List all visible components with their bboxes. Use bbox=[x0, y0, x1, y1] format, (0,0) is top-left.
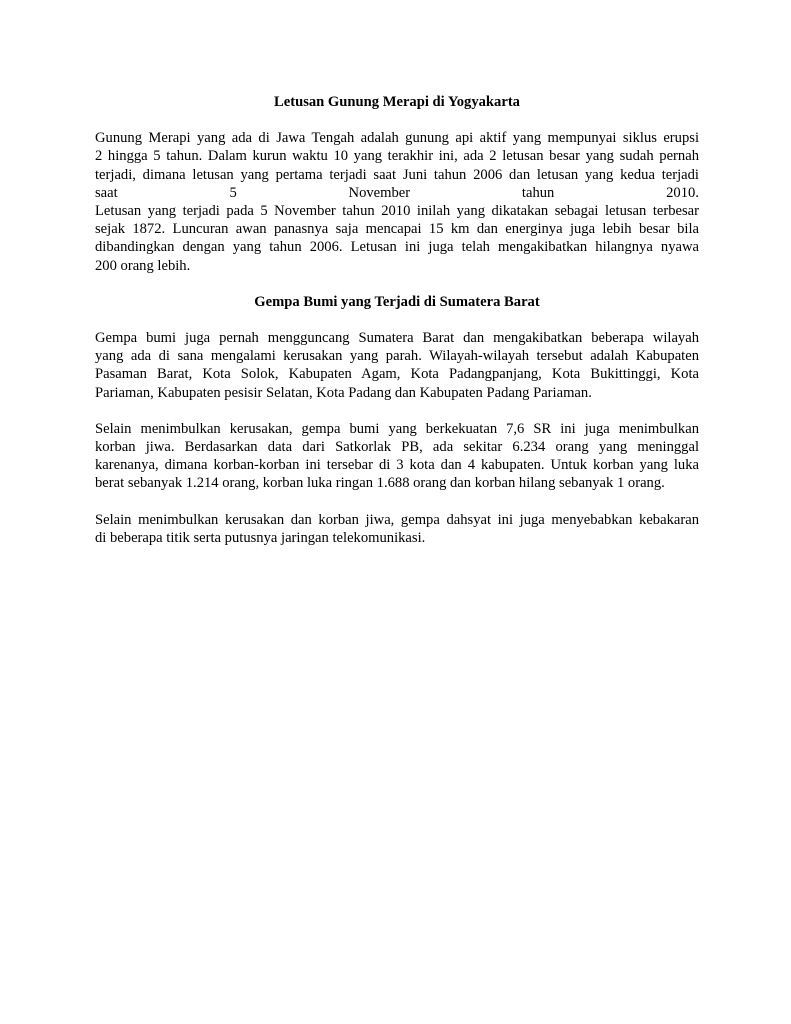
text-line: Selain menimbulkan kerusakan dan korban jiwa, gempa dahsyat ini juga menyebabkan kebakaran bbox=[95, 511, 699, 528]
text-line: di beberapa titik serta putusnya jaringan telekomunikasi. bbox=[95, 529, 426, 546]
text-line: 2 hingga 5 tahun. Dalam kurun waktu 10 yang terakhir ini, ada 2 letusan besar yang sudah pernah bbox=[95, 148, 699, 165]
text-line: terjadi, dimana letusan yang pertama terjadi saat Juni tahun 2006 dan letusan yang kedua terjadi bbox=[95, 166, 699, 183]
section-title-gempa: Gempa Bumi yang Terjadi di Sumatera Barat bbox=[254, 293, 540, 310]
text-line: dibandingkan dengan yang tahun 2006. Letusan ini juga telah mengakibatkan hilangnya nyawa bbox=[95, 239, 699, 256]
text-line-spread bbox=[95, 184, 699, 202]
text-line: sejak 1872. Luncuran awan panasnya saja mencapai 15 km dan energinya juga lebih besar bila bbox=[95, 221, 699, 238]
text-line: berat sebanyak 1.214 orang, korban luka ringan 1.688 orang dan korban hilang sebanyak 1 orang. bbox=[95, 475, 665, 492]
text-line: Selain menimbulkan kerusakan, gempa bumi yang berkekuatan 7,6 SR ini juga menimbulkan bbox=[95, 420, 699, 437]
paragraph-gempa-dampak bbox=[95, 511, 699, 547]
word: 2010. bbox=[666, 184, 699, 201]
word: saat bbox=[95, 184, 118, 201]
text-line: yang ada di sana mengalami kerusakan yang parah. Wilayah-wilayah tersebut adalah Kabupaten bbox=[95, 348, 699, 365]
document-page bbox=[95, 93, 699, 547]
text-line: karenanya, dimana korban-korban ini tersebar di 3 kota dan 4 kabupaten. Untuk korban yang luka bbox=[95, 457, 699, 474]
paragraph-gempa-korban bbox=[95, 420, 699, 493]
paragraph-merapi bbox=[95, 129, 699, 275]
text-line: 200 orang lebih. bbox=[95, 257, 191, 274]
word: November bbox=[348, 184, 411, 201]
text-line: Gempa bumi juga pernah mengguncang Sumatera Barat dan mengakibatkan beberapa wilayah bbox=[95, 330, 699, 347]
text-line: Pasaman Barat, Kota Solok, Kabupaten Agam, Kota Padangpanjang, Kota Bukittinggi, Kota bbox=[95, 366, 699, 383]
section-title-merapi: Letusan Gunung Merapi di Yogyakarta bbox=[274, 94, 520, 110]
word: tahun bbox=[521, 184, 555, 201]
paragraph-gempa-wilayah bbox=[95, 329, 699, 402]
text-line: Letusan yang terjadi pada 5 November tahun 2010 inilah yang dikatakan sebagai letusan terbesar bbox=[95, 203, 699, 220]
text-line: Pariaman, Kabupaten pesisir Selatan, Kota Padang dan Kabupaten Padang Pariaman. bbox=[95, 384, 592, 401]
text-line: korban jiwa. Berdasarkan data dari Satkorlak PB, ada sekitar 6.234 orang yang meninggal bbox=[95, 439, 699, 456]
word: 5 bbox=[229, 184, 237, 201]
text-line: Gunung Merapi yang ada di Jawa Tengah adalah gunung api aktif yang mempunyai siklus erupsi bbox=[95, 130, 699, 147]
